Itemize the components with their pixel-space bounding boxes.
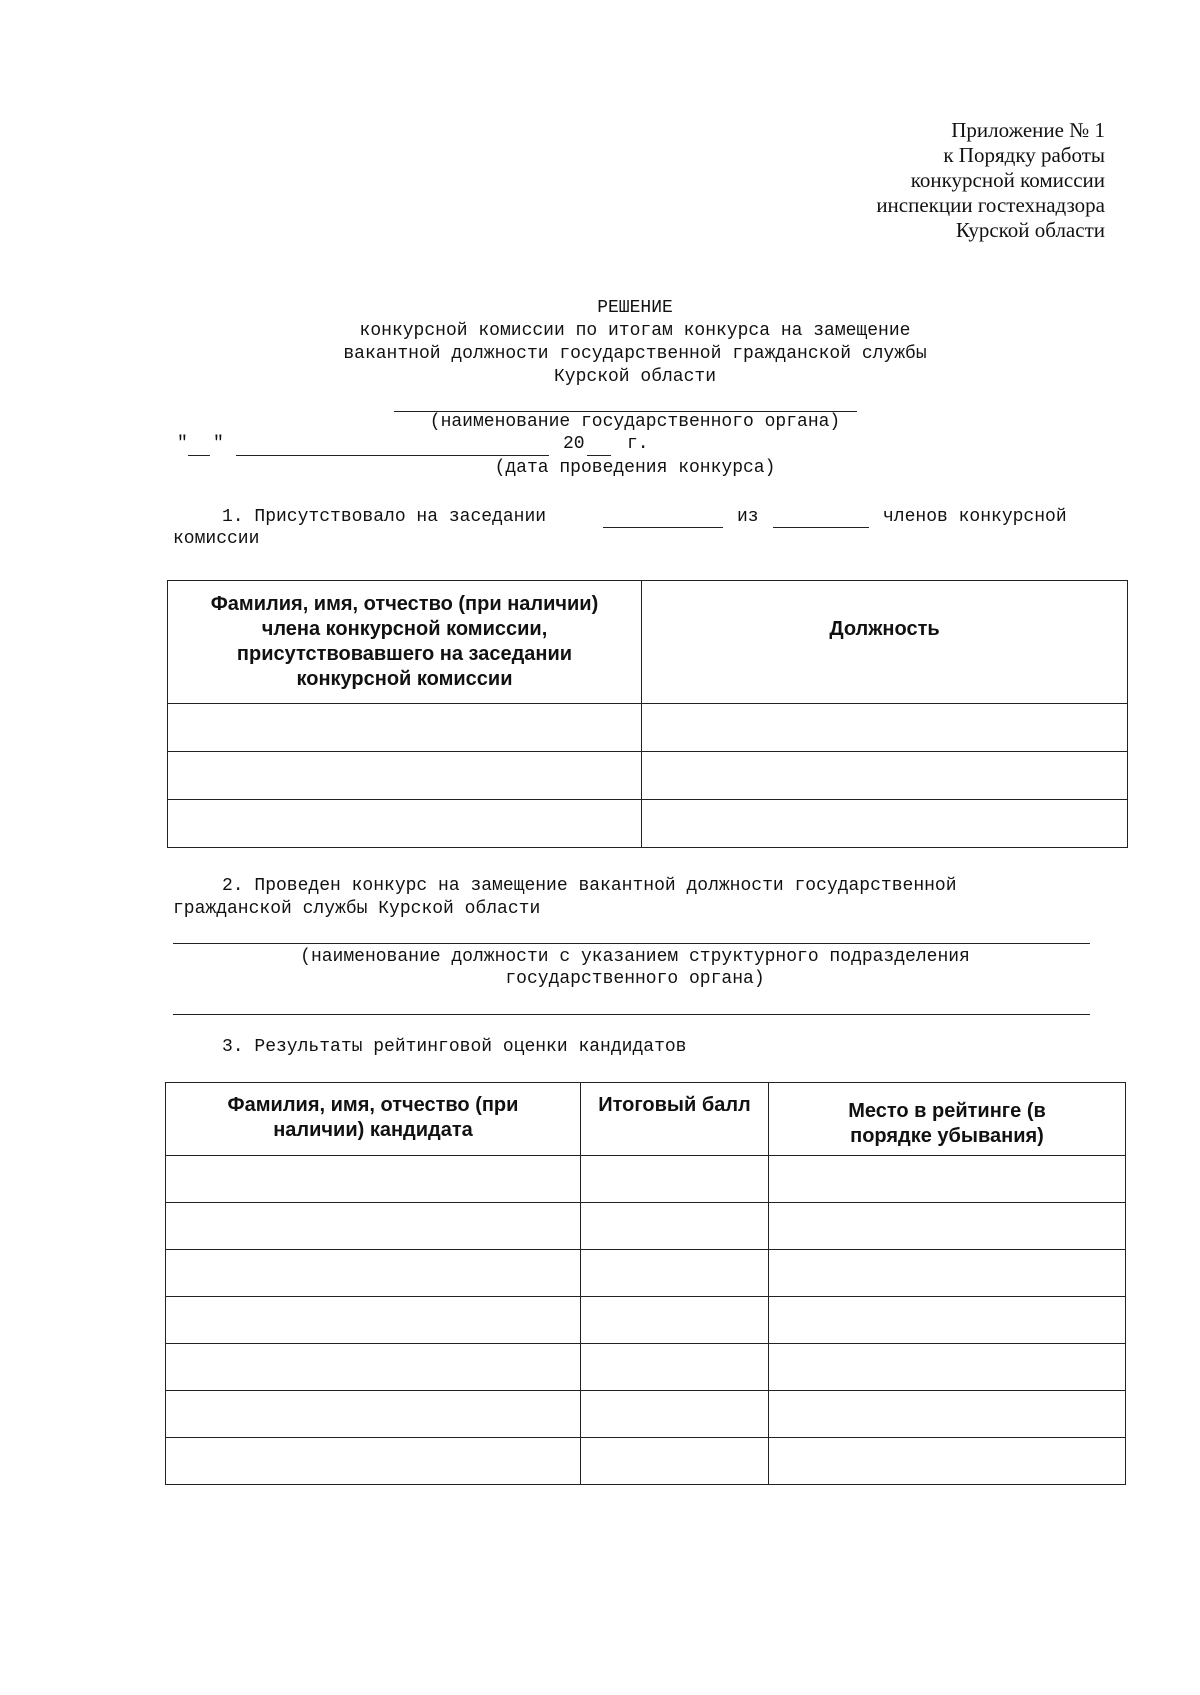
table-row <box>166 1297 1126 1344</box>
candidate-name-cell[interactable] <box>166 1156 581 1203</box>
total-score-header: Итоговый балл <box>581 1083 769 1156</box>
section3-text: 3. Результаты рейтинговой оценки кандидатов <box>222 1037 687 1057</box>
candidate-name-cell[interactable] <box>166 1297 581 1344</box>
place-cell[interactable] <box>769 1344 1126 1391</box>
candidate-name-cell[interactable] <box>166 1438 581 1485</box>
table-row <box>166 1438 1126 1485</box>
appendix-line: Курской области <box>955 218 1105 242</box>
place-cell[interactable] <box>769 1203 1126 1250</box>
candidate-name-cell[interactable] <box>166 1203 581 1250</box>
table-row <box>166 1203 1126 1250</box>
score-cell[interactable] <box>581 1438 769 1485</box>
member-name-cell[interactable] <box>168 704 642 752</box>
table-row <box>166 1156 1126 1203</box>
score-cell[interactable] <box>581 1297 769 1344</box>
place-cell[interactable] <box>769 1297 1126 1344</box>
year-prefix: 20 <box>563 434 585 454</box>
member-position-cell[interactable] <box>642 752 1128 800</box>
table-row <box>166 1344 1126 1391</box>
candidate-name-cell[interactable] <box>166 1391 581 1438</box>
position-name-line-2 <box>173 1014 1090 1015</box>
section1-text-d: комиссии <box>173 529 260 549</box>
table-row <box>168 800 1128 848</box>
year-blank-line <box>587 455 611 456</box>
total-count-line <box>773 527 869 528</box>
appendix-block <box>876 118 1105 243</box>
candidate-name-header: Фамилия, имя, отчество (при наличии) кандидата <box>166 1083 581 1156</box>
table-row <box>168 752 1128 800</box>
section2-text-a: 2. Проведен конкурс на замещение вакантной должности государственной <box>222 876 957 896</box>
section1-text-b: из <box>737 507 759 527</box>
title-line-1: конкурсной комиссии по итогам конкурса на замещение <box>359 321 911 341</box>
document-heading: РЕШЕНИЕ <box>597 298 673 318</box>
candidate-name-cell[interactable] <box>166 1250 581 1297</box>
score-cell[interactable] <box>581 1203 769 1250</box>
place-cell[interactable] <box>769 1438 1126 1485</box>
position-name-line <box>173 943 1090 944</box>
title-line-2: вакантной должности государственной гражданской службы <box>343 344 927 364</box>
score-cell[interactable] <box>581 1156 769 1203</box>
score-cell[interactable] <box>581 1391 769 1438</box>
candidate-name-cell[interactable] <box>166 1344 581 1391</box>
section2-caption-line-1: (наименование должности с указанием структурного подразделения <box>300 947 970 967</box>
appendix-line: Приложение № 1 <box>951 118 1105 142</box>
member-position-cell[interactable] <box>642 800 1128 848</box>
score-cell[interactable] <box>581 1250 769 1297</box>
organ-caption: (наименование государственного органа) <box>429 412 841 432</box>
section2-text-b: гражданской службы Курской области <box>173 899 541 919</box>
appendix-line: инспекции гостехнадзора <box>876 193 1105 217</box>
month-blank-line <box>236 455 549 456</box>
table-row <box>168 704 1128 752</box>
place-cell[interactable] <box>769 1156 1126 1203</box>
score-cell[interactable] <box>581 1344 769 1391</box>
day-blank-line <box>188 455 210 456</box>
section2-caption-line-2: государственного органа) <box>505 969 765 989</box>
appendix-line: к Порядку работы <box>943 143 1105 167</box>
title-line-3: Курской области <box>553 367 717 387</box>
year-suffix: г. <box>627 434 649 454</box>
members-position-header: Должность <box>642 581 1128 704</box>
members-name-header: Фамилия, имя, отчество (при наличии) члена конкурсной комиссии, присутствовавшего на заседании конкурсной комиссии <box>168 581 642 704</box>
table-row <box>166 1391 1126 1438</box>
date-caption: (дата проведения конкурса) <box>494 458 776 478</box>
section1-text-c: членов конкурсной <box>883 507 1067 527</box>
section1-text-a: 1. Присутствовало на заседании <box>222 507 547 527</box>
date-quote-open: " <box>177 434 188 454</box>
place-cell[interactable] <box>769 1250 1126 1297</box>
date-quote-close: " <box>213 434 224 454</box>
appendix-line: конкурсной комиссии <box>910 168 1105 192</box>
rating-place-header: Место в рейтинге (в порядке убывания) <box>769 1083 1126 1156</box>
commission-members-table <box>167 580 1128 848</box>
member-name-cell[interactable] <box>168 752 642 800</box>
member-name-cell[interactable] <box>168 800 642 848</box>
rating-table <box>165 1082 1126 1485</box>
member-position-cell[interactable] <box>642 704 1128 752</box>
table-row <box>166 1250 1126 1297</box>
present-count-line <box>603 527 723 528</box>
place-cell[interactable] <box>769 1391 1126 1438</box>
